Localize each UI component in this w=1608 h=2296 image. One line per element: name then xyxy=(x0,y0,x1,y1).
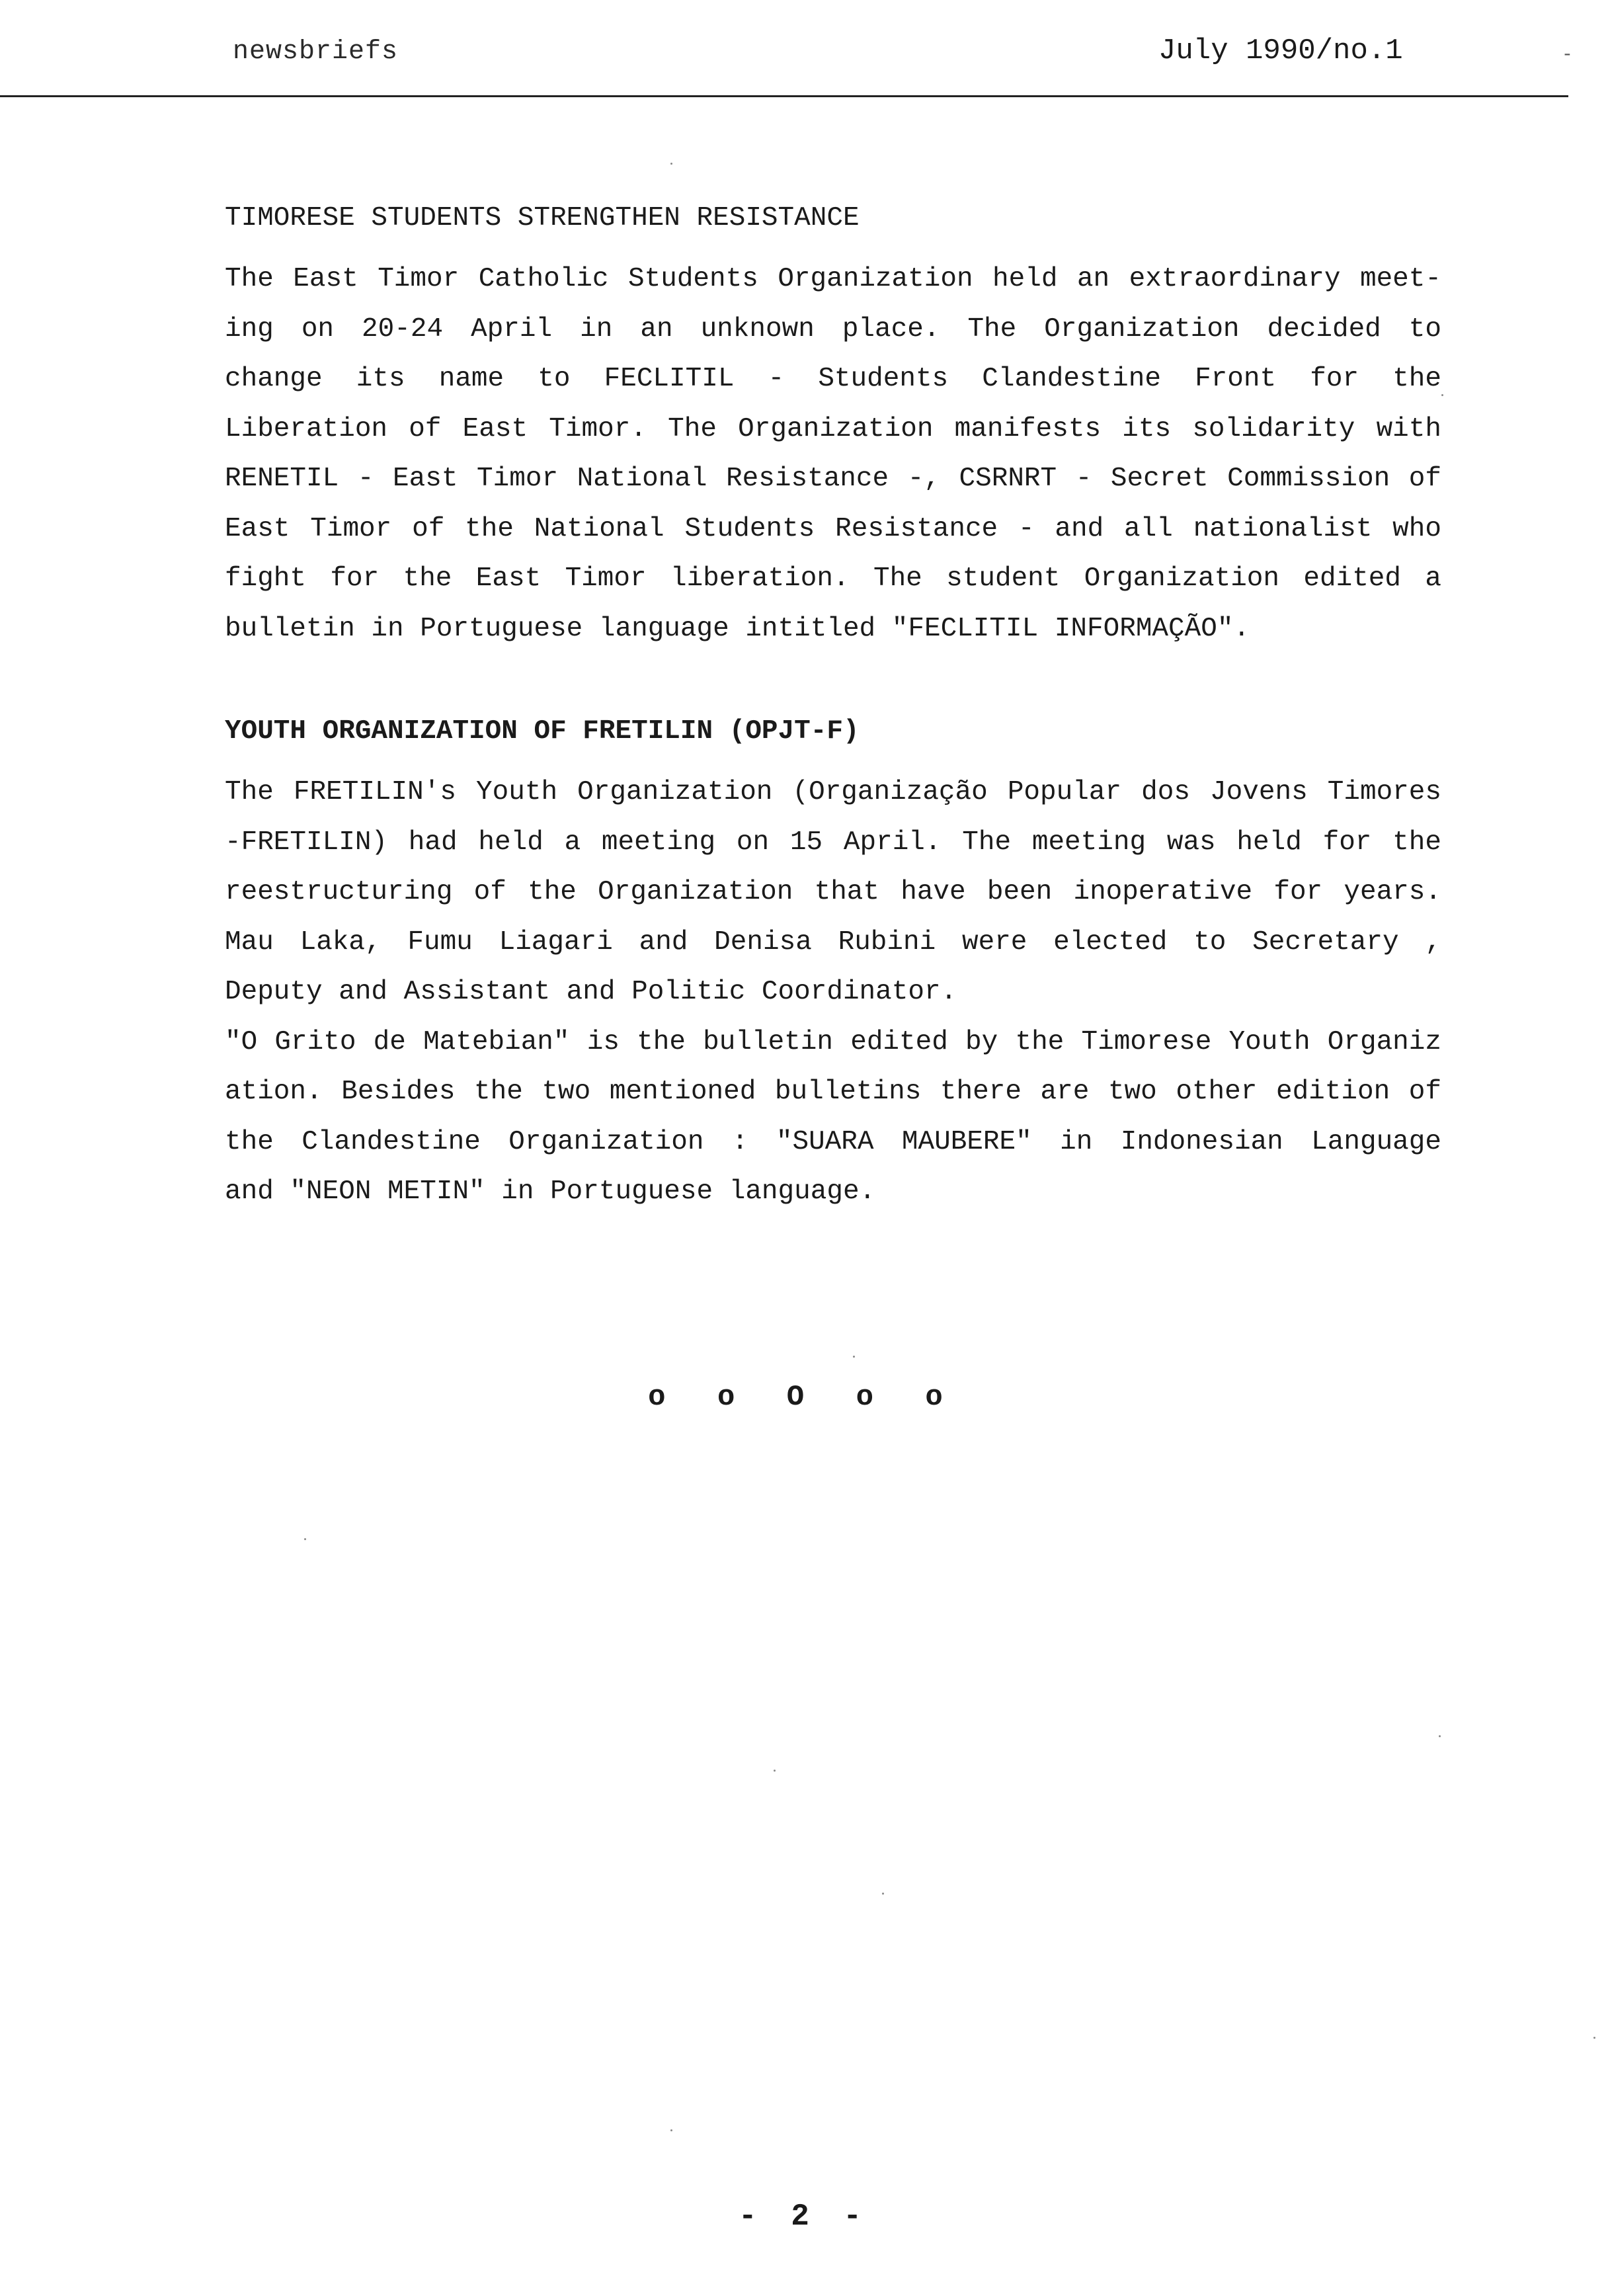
scan-speck xyxy=(853,1356,855,1358)
text-line: and "NEON METIN" in Portuguese language. xyxy=(225,1176,876,1208)
scan-speck xyxy=(670,2129,672,2131)
scan-speck xyxy=(1441,394,1443,396)
text-line: Deputy and Assistant and Politic Coordinator. xyxy=(225,977,957,1008)
page-number: - 2 - xyxy=(738,2199,870,2234)
scan-speck xyxy=(1593,2037,1595,2039)
text-line: ing on 20-24 April in an unknown place. The Organization decided to xyxy=(225,313,1441,345)
text-line: The East Timor Catholic Students Organization held an extraordinary meet- xyxy=(225,264,1441,295)
article-body xyxy=(225,768,1441,1217)
article-body xyxy=(225,255,1441,654)
scan-speck xyxy=(304,1538,306,1540)
issue-date: July 1990/no.1 xyxy=(1158,34,1403,67)
scan-speck xyxy=(774,1770,776,1772)
scan-speck xyxy=(882,1893,884,1895)
text-line: change its name to FECLITIL - Students Clandestine Front for the xyxy=(225,364,1441,395)
text-line: reestructuring of the Organization that have been inoperative for years. xyxy=(225,877,1441,908)
article-youth-organization xyxy=(225,716,1441,1217)
scan-speck xyxy=(670,163,672,165)
text-line: East Timor of the National Students Resistance - and all nationalist who xyxy=(225,513,1441,544)
text-line: ation. Besides the two mentioned bulletins there are two other edition of xyxy=(225,1077,1441,1108)
text-line: The FRETILIN's Youth Organization (Organização Popular dos Jovens Timores xyxy=(225,777,1441,808)
text-line: Mau Laka, Fumu Liagari and Denisa Rubini were elected to Secretary , xyxy=(225,926,1441,958)
text-line: Liberation of East Timor. The Organization manifests its solidarity with xyxy=(225,413,1441,444)
header-divider xyxy=(0,95,1568,97)
article-timorese-students xyxy=(225,202,1441,654)
margin-mark: - xyxy=(1562,45,1573,65)
article-title: YOUTH ORGANIZATION OF FRETILIN (OPJT-F) xyxy=(225,716,860,747)
scan-speck xyxy=(1439,1735,1441,1737)
newsletter-name: newsbriefs xyxy=(233,37,399,67)
text-line: -FRETILIN) had held a meeting on 15 April. The meeting was held for the xyxy=(225,827,1441,858)
text-line: fight for the East Timor liberation. The student Organization edited a xyxy=(225,563,1441,594)
text-line: the Clandestine Organization : "SUARA MAUBERE" in Indonesian Language xyxy=(225,1126,1441,1157)
text-line: RENETIL - East Timor National Resistance -, CSRNRT - Secret Commission of xyxy=(225,464,1441,495)
section-ornament: o o O o o xyxy=(648,1381,960,1414)
text-line: "O Grito de Matebian" is the bulletin edited by the Timorese Youth Organiz xyxy=(225,1026,1441,1057)
article-title: TIMORESE STUDENTS STRENGTHEN RESISTANCE xyxy=(225,203,860,233)
text-line: bulletin in Portuguese language intitled "FECLITIL INFORMAÇÃO". xyxy=(225,613,1250,644)
